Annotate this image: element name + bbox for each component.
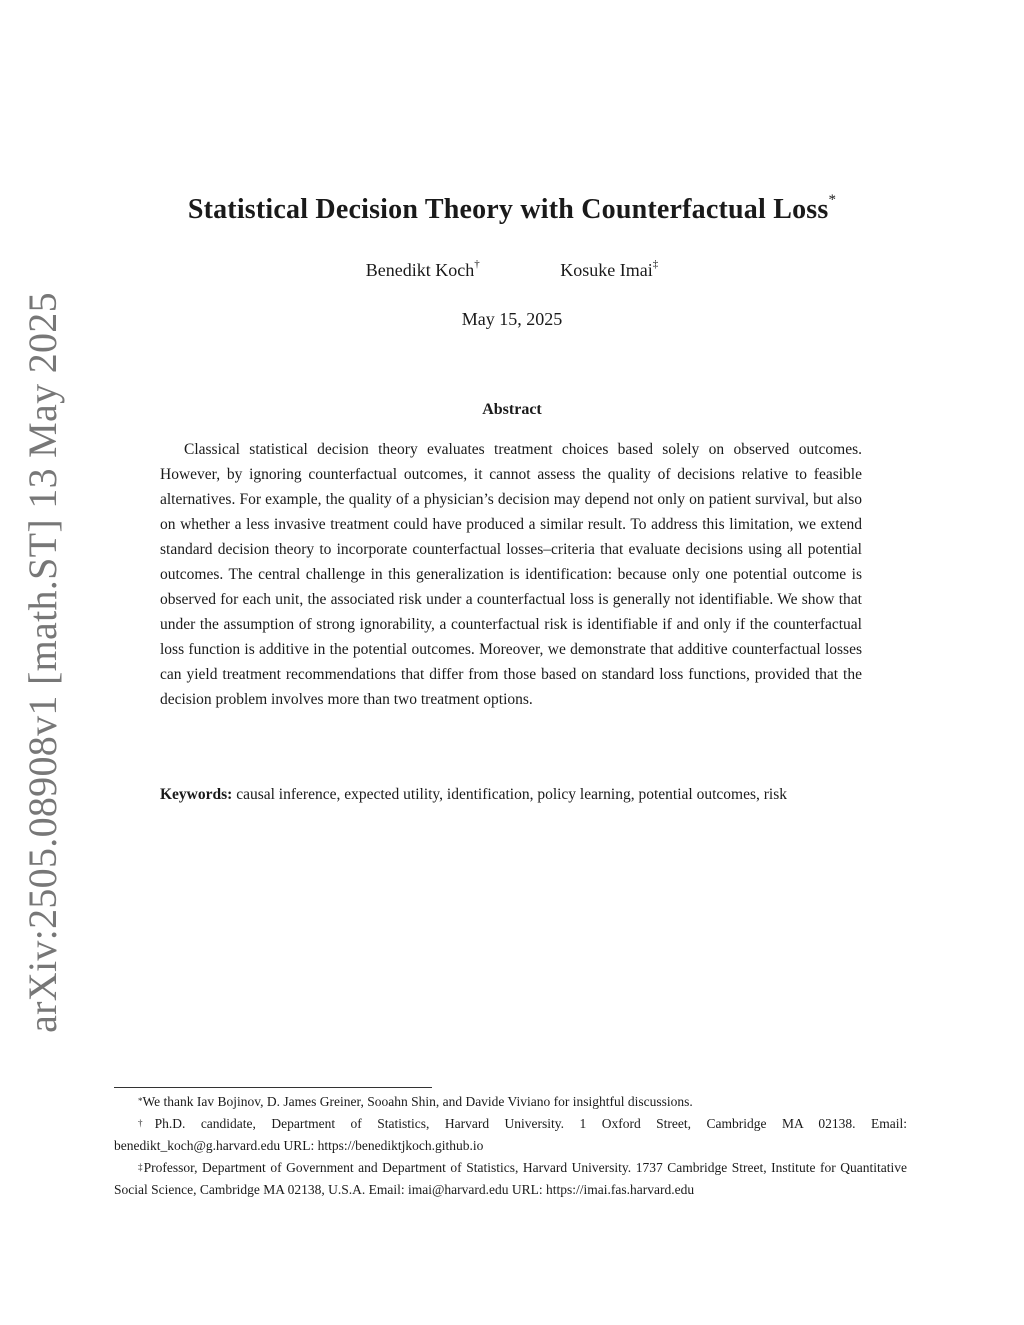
footnote-imai xyxy=(114,1157,907,1201)
footnote-text: We thank Iav Bojinov, D. James Greiner, Sooahn Shin, and Davide Viviano for insightful discussions. xyxy=(142,1094,693,1109)
author-footnote-mark: † xyxy=(474,258,480,270)
footnote-acknowledgement xyxy=(114,1091,907,1113)
title-footnote-mark: * xyxy=(828,192,837,208)
paper-title xyxy=(0,194,1024,226)
author-footnote-mark: ‡ xyxy=(652,258,659,270)
keywords-label: Keywords: xyxy=(160,786,233,803)
arxiv-identifier-text: arXiv:2505.08908v1 [math.ST] 13 May 2025 xyxy=(19,292,65,1033)
footnote-mark: * xyxy=(138,1096,143,1106)
footnote-text: Professor, Department of Government and Department of Statistics, Harvard University. 1737 Cambridge Street, Institute for Quantitative Social Science, Cambridge MA 02138, U.S.A. Email: imai@harvard.edu URL: https://imai.fas.harvard.edu xyxy=(114,1160,907,1197)
author-koch xyxy=(366,260,480,281)
author-name: Benedikt Koch xyxy=(365,260,475,280)
arxiv-identifier-stamp xyxy=(18,292,66,1033)
footnote-mark: † xyxy=(138,1118,155,1128)
abstract-text: Classical statistical decision theory evaluates treatment choices based solely on observed outcomes. However, by ignoring counterfactual outcomes, it cannot assess the quality of decisions relative to feasible alternatives. For example, the quality of a physician’s decision may depend not only on patient survival, but also on whether a less invasive treatment could have produced a similar result. To address this limitation, we extend standard decision theory to incorporate counterfactual losses–criteria that evaluate decisions using all potential outcomes. The central challenge in this generalization is identification: because only one potential outcome is observed for each unit, the associated risk under a counterfactual loss is generally not identifiable. We show that under the assumption of strong ignorability, a counterfactual risk is identifiable if and only if the counterfactual loss function is additive in the potential outcomes. Moreover, we demonstrate that additive counterfactual losses can yield treatment recommendations that differ from those based on standard loss functions, provided that the decision problem involves more than two treatment options. xyxy=(160,441,862,708)
keywords-line xyxy=(160,782,862,807)
author-list xyxy=(0,260,1024,281)
abstract-heading: Abstract xyxy=(482,401,542,418)
footnote-text: Ph.D. candidate, Department of Statistics, Harvard University. 1 Oxford Street, Cambridge MA 02138. Email: benedikt_koch@g.harvard.edu URL: https://benediktjkoch.github.io xyxy=(114,1116,907,1153)
author-imai xyxy=(560,260,658,281)
author-name: Kosuke Imai xyxy=(560,260,653,280)
footnote-mark: ‡ xyxy=(138,1162,144,1172)
keywords-text: causal inference, expected utility, identification, policy learning, potential outcomes, risk xyxy=(236,786,787,803)
footnotes xyxy=(114,1091,907,1201)
footnote-divider xyxy=(114,1087,432,1088)
paper-title-text: Statistical Decision Theory with Counterfactual Loss xyxy=(187,194,829,225)
footnote-koch xyxy=(114,1113,907,1157)
paper-date: May 15, 2025 xyxy=(461,309,563,329)
